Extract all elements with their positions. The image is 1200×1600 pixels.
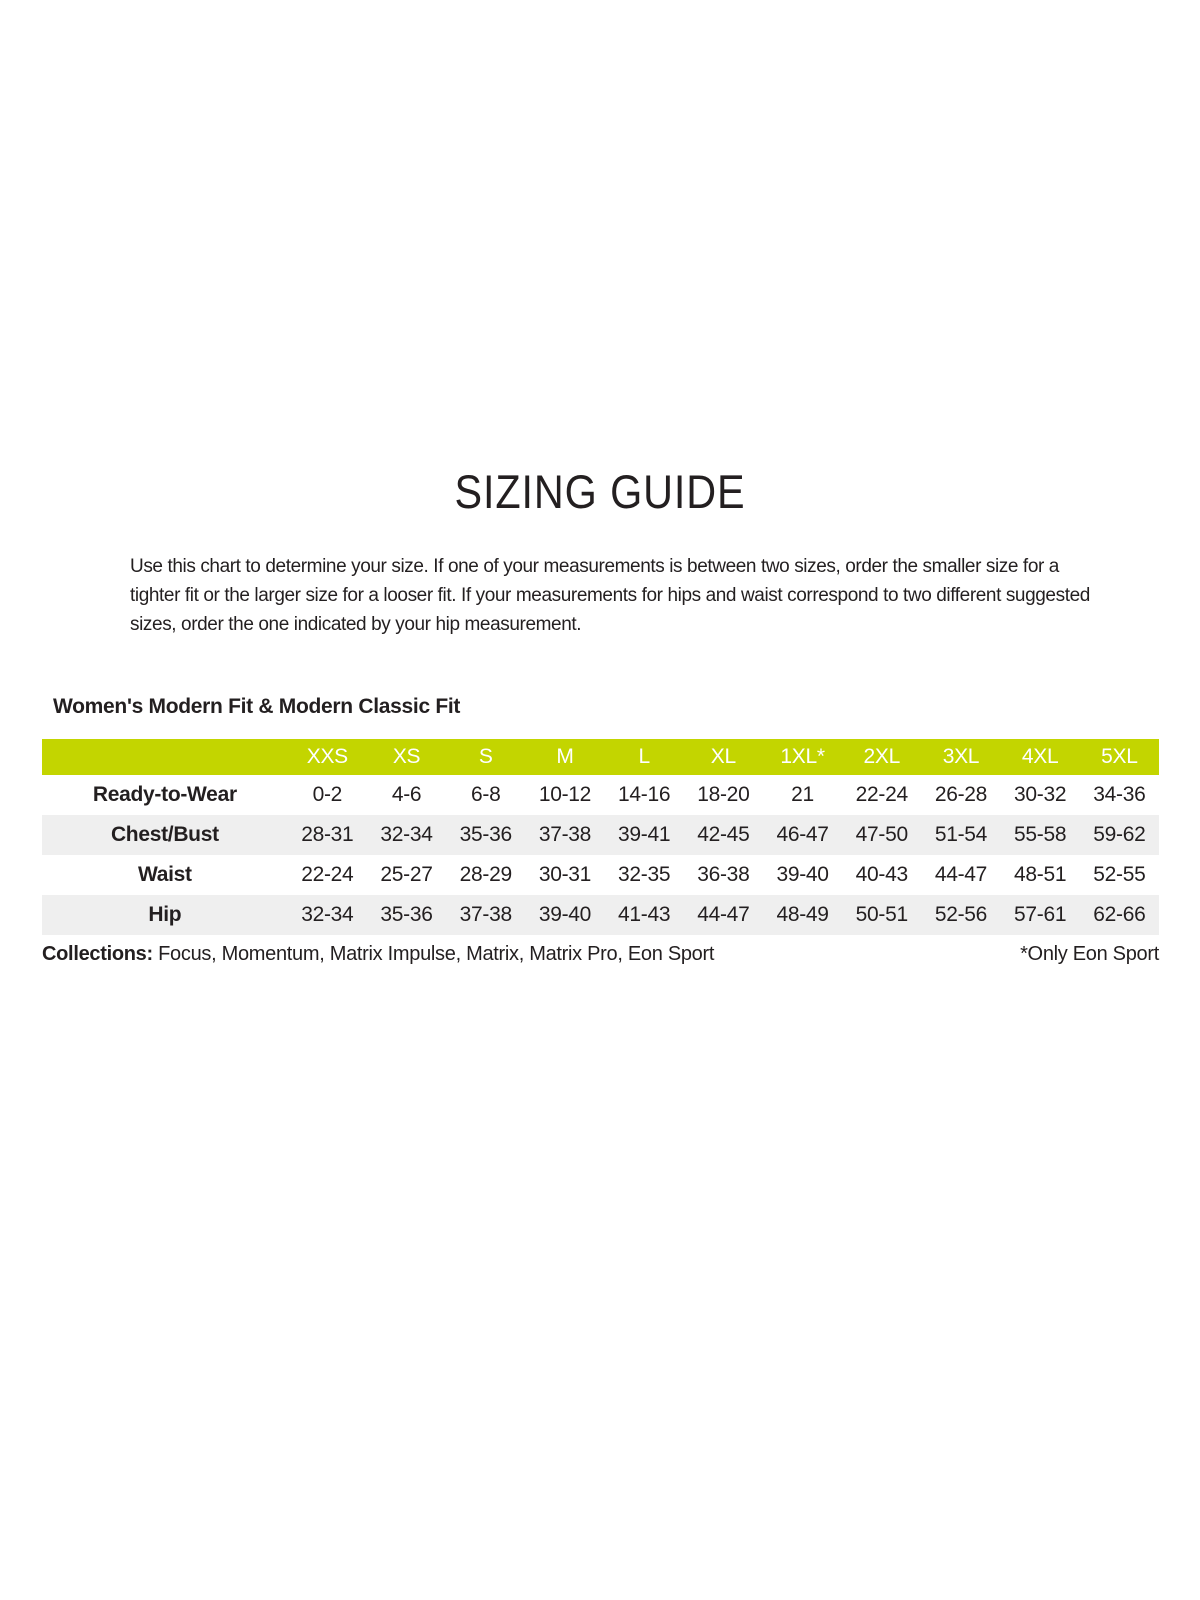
size-column-header: 3XL	[921, 739, 1000, 775]
size-value-cell: 35-36	[459, 822, 512, 846]
table-row	[42, 895, 1159, 935]
size-value-cell: 62-66	[1093, 902, 1146, 926]
size-value-cell: 18-20	[697, 782, 750, 806]
size-value-cell: 0-2	[312, 782, 343, 806]
size-value-cell: 10-12	[538, 782, 592, 806]
size-value-cell: 46-47	[776, 822, 829, 846]
row-label: Chest/Bust	[110, 822, 219, 846]
size-value-cell: 30-31	[538, 862, 592, 886]
row-label: Hip	[148, 902, 182, 926]
collections-label: Collections:	[42, 942, 153, 965]
size-value-cell: 51-54	[934, 822, 988, 846]
size-column-header: L	[605, 739, 684, 775]
size-value-cell: 57-61	[1014, 902, 1067, 926]
size-value-cell: 22-24	[301, 862, 354, 886]
size-value-cell: 37-38	[459, 902, 512, 926]
size-value-cell: 42-45	[697, 822, 750, 846]
size-value-cell: 37-38	[538, 822, 592, 846]
size-value-cell: 32-34	[301, 902, 354, 926]
size-value-cell: 35-36	[380, 902, 433, 926]
size-value-cell: 32-34	[380, 822, 433, 846]
size-value-cell: 55-58	[1014, 822, 1067, 846]
size-value-cell: 48-49	[776, 902, 829, 926]
size-value-cell: 30-32	[1014, 782, 1067, 806]
size-value-cell: 32-35	[618, 862, 671, 886]
row-label-column-header	[42, 739, 288, 775]
size-value-cell: 39-40	[538, 902, 592, 926]
asterisk-note: *Only Eon Sport	[1020, 942, 1159, 965]
size-value-cell: 6-8	[471, 782, 501, 806]
size-column-header: XS	[367, 739, 446, 775]
size-column-header: S	[446, 739, 525, 775]
size-column-header: 2XL	[842, 739, 921, 775]
size-column-header: XL	[684, 739, 763, 775]
row-label: Ready-to-Wear	[92, 782, 237, 806]
size-column-header: 5XL	[1080, 739, 1159, 775]
size-column-header: 1XL*	[763, 739, 842, 775]
size-value-cell: 44-47	[934, 862, 988, 886]
sizing-table-body	[42, 775, 1159, 935]
sizing-table	[42, 739, 1159, 935]
intro-paragraph: Use this chart to determine your size. If one of your measurements is between two sizes, order the smaller size for a tighter fit or the larger size for a looser fit. If your measurements for hips and waist correspond to two different suggested sizes, order the one indicated by your hip measurement.	[130, 555, 1090, 635]
size-value-cell: 28-31	[301, 822, 354, 846]
size-value-cell: 44-47	[697, 902, 750, 926]
size-value-cell: 48-51	[1014, 862, 1067, 886]
table-row	[42, 815, 1159, 855]
size-value-cell: 36-38	[697, 862, 750, 886]
size-value-cell: 21	[791, 782, 814, 806]
size-value-cell: 28-29	[459, 862, 512, 886]
row-label: Waist	[138, 862, 192, 886]
size-value-cell: 40-43	[855, 862, 908, 886]
table-footer	[42, 942, 1159, 966]
size-value-cell: 39-41	[618, 822, 671, 846]
size-column-header: XXS	[288, 739, 367, 775]
size-value-cell: 22-24	[855, 782, 908, 806]
size-value-cell: 52-55	[1093, 862, 1146, 886]
size-value-cell: 34-36	[1093, 782, 1146, 806]
size-column-header: 4XL	[1001, 739, 1080, 775]
size-value-cell: 50-51	[855, 902, 908, 926]
section-title: Women's Modern Fit & Modern Classic Fit	[53, 694, 461, 718]
size-value-cell: 26-28	[934, 782, 988, 806]
size-value-cell: 41-43	[618, 902, 671, 926]
size-column-header: M	[525, 739, 604, 775]
page-title: SIZING GUIDE	[454, 465, 746, 518]
size-value-cell: 47-50	[855, 822, 908, 846]
collections-note	[42, 942, 714, 966]
size-value-cell: 59-62	[1093, 822, 1146, 846]
table-row	[42, 775, 1159, 815]
size-value-cell: 4-6	[391, 782, 422, 806]
collections-value: Focus, Momentum, Matrix Impulse, Matrix, Matrix Pro, Eon Sport	[158, 942, 715, 965]
size-value-cell: 25-27	[380, 862, 433, 886]
size-value-cell: 39-40	[776, 862, 829, 886]
size-value-cell: 52-56	[934, 902, 988, 926]
size-value-cell: 14-16	[618, 782, 671, 806]
table-row	[42, 855, 1159, 895]
size-header-row	[42, 739, 1159, 775]
